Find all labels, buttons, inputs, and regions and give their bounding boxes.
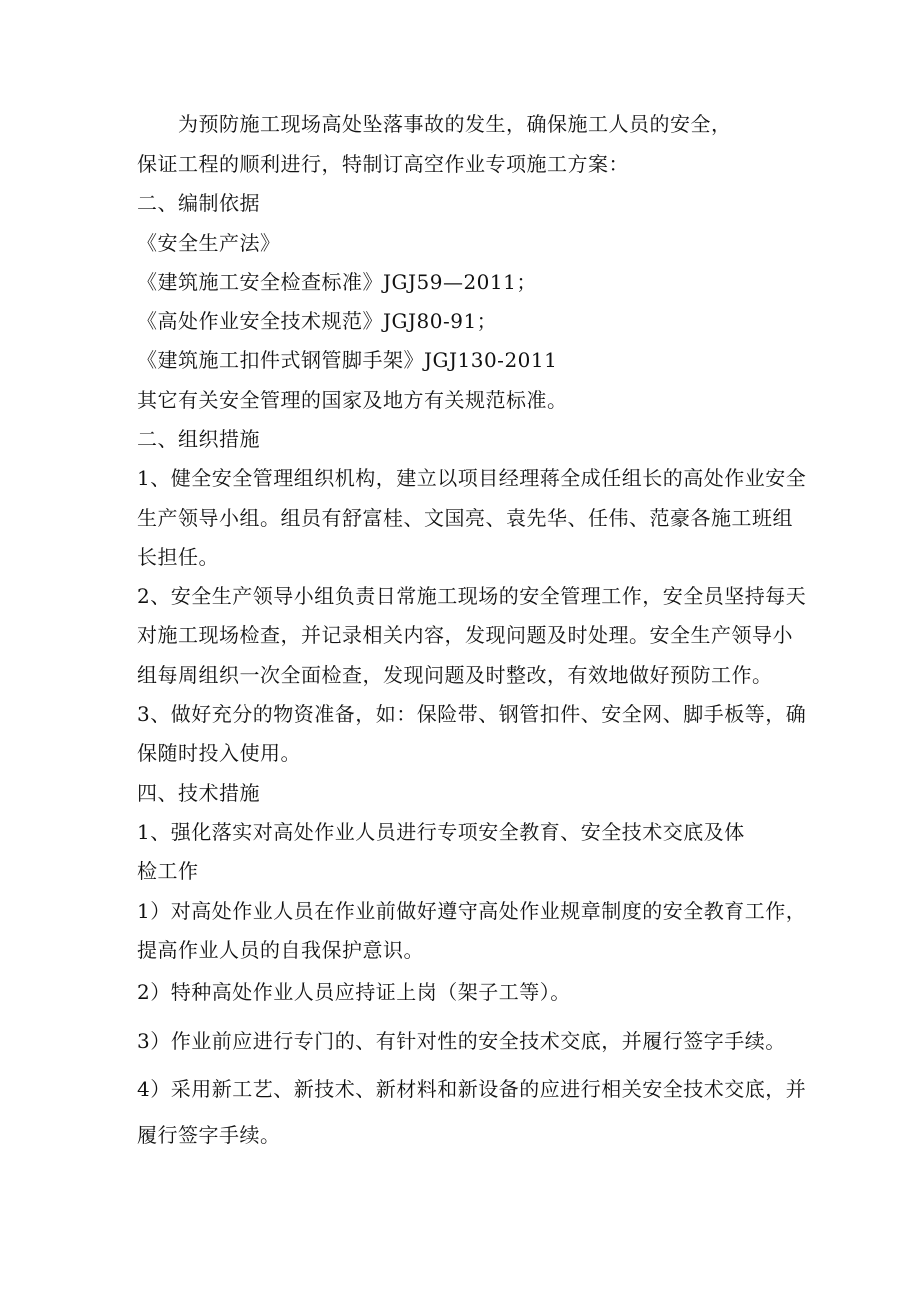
section-heading-technical: 四、技术措施 — [137, 781, 260, 805]
paragraph-line: 履行签字手续。 — [137, 1123, 281, 1147]
paragraph-line: 1、健全安全管理组织机构，建立以项目经理蒋全成任组长的高处作业安全 — [137, 466, 807, 490]
paragraph-line: 生产领导小组。组员有舒富桂、文国亮、袁先华、任伟、范豪各施工班组 — [137, 506, 793, 530]
paragraph-line: 3、做好充分的物资准备，如：保险带、钢管扣件、安全网、脚手板等，确 — [137, 702, 807, 726]
paragraph-line: 2）特种高处作业人员应持证上岗（架子工等）。 — [137, 980, 571, 1004]
reference-item: 《建筑施工安全检查标准》JGJ59—2011； — [137, 270, 537, 294]
intro-line-1: 为预防施工现场高处坠落事故的发生，确保施工人员的安全， — [178, 112, 732, 136]
paragraph-line: 检工作 — [137, 859, 199, 883]
paragraph-line: 1）对高处作业人员在作业前做好遵守高处作业规章制度的安全教育工作， — [137, 899, 807, 923]
reference-item: 《建筑施工扣件式钢管脚手架》JGJ130-2011 — [137, 348, 558, 372]
paragraph-line: 组每周组织一次全面检查，发现问题及时整改，有效地做好预防工作。 — [137, 663, 773, 687]
paragraph-line: 长担任。 — [137, 545, 219, 569]
paragraph-line: 4）采用新工艺、新技术、新材料和新设备的应进行相关安全技术交底，并 — [137, 1077, 807, 1101]
paragraph-line: 1、强化落实对高处作业人员进行专项安全教育、安全技术交底及体 — [137, 820, 745, 844]
paragraph-line: 保随时投入使用。 — [137, 741, 301, 765]
section-heading-basis: 二、编制依据 — [137, 191, 260, 215]
section-heading-organization: 二、组织措施 — [137, 427, 260, 451]
reference-item: 《高处作业安全技术规范》JGJ80-91； — [137, 309, 498, 333]
paragraph-line: 提高作业人员的自我保护意识。 — [137, 938, 424, 962]
paragraph-line: 3）作业前应进行专门的、有针对性的安全技术交底，并履行签字手续。 — [137, 1029, 786, 1053]
paragraph-line: 2、安全生产领导小组负责日常施工现场的安全管理工作，安全员坚持每天 — [137, 584, 807, 608]
reference-item: 其它有关安全管理的国家及地方有关规范标准。 — [137, 388, 568, 412]
reference-item: 《安全生产法》 — [137, 231, 281, 255]
paragraph-line: 对施工现场检查，并记录相关内容，发现问题及时处理。安全生产领导小 — [137, 623, 793, 647]
intro-line-2: 保证工程的顺利进行，特制订高空作业专项施工方案： — [137, 152, 629, 176]
